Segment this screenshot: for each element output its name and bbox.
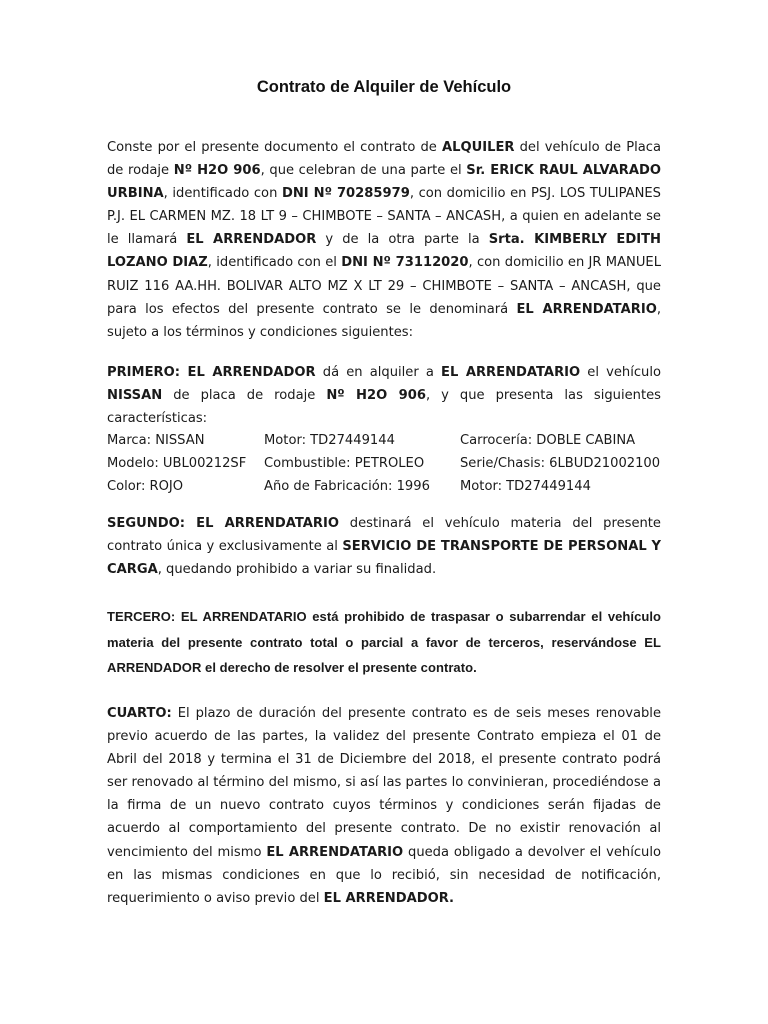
bold-text-run: Srta. KIMBERLY EDITH LOZANO DIAZ [107, 232, 661, 271]
text-run: , y que presenta las siguientes características: [107, 388, 661, 427]
bold-text-run: EL ARRENDATARIO [516, 301, 657, 317]
text-run: , quedando prohibido a variar su finalidad. [157, 562, 437, 578]
bold-text-run: Nº H2O 906 [173, 163, 261, 179]
bold-text-run: PRIMERO: EL ARRENDADOR [107, 365, 316, 380]
bold-text-run: EL ARRENDADOR. [323, 890, 455, 906]
text-run: destinará el vehículo materia del presente contrato única y exclusivamente al [107, 516, 661, 555]
bold-text-run: EL ARRENDADOR [186, 232, 317, 248]
bold-text-run: TERCERO: EL ARRENDATARIO está prohibido de traspasar o subarrendar el vehículo materia del presente contrato total o parcial a favor de terceros, reservándose EL ARRENDADOR el derecho de resolver el presente contrato. [107, 609, 661, 675]
spec-cell-body: Carrocería: DOBLE CABINA [460, 433, 636, 448]
vehicle-specs-table [107, 429, 667, 498]
text-run: el vehículo [580, 365, 662, 380]
bold-text-run: Nº H2O 906 [326, 388, 426, 404]
spec-row [107, 452, 667, 475]
bold-text-run: SERVICIO DE TRANSPORTE DE PERSONAL Y CARGA [107, 539, 661, 578]
clause-segundo [107, 512, 661, 581]
text-run: El plazo de duración del presente contrato es de seis meses renovable previo acuerdo de las partes, la validez del presente Contrato empieza el 01 de Abril del 2018 y termina el 31 de Diciembre del 2018, el presente contrato podrá ser renovado al término del mismo, si así las partes lo convinieran, procediéndose a la firma de un nuevo contrato cuyos términos y condiciones serán fijadas de acuerdo al comportamiento del presente contrato. De no existir renovación al vencimiento del mismo [107, 706, 661, 860]
spec-row [107, 475, 667, 498]
document-title: Contrato de Alquiler de Vehículo [256, 78, 512, 96]
text-run: , con domicilio en JR MANUEL RUIZ 116 AA.HH. BOLIVAR ALTO MZ X LT 29 – CHIMBOTE – SANTA – ANCASH, que para los efectos del presente contrato se le denominará [107, 255, 662, 317]
clause-cuarto [107, 702, 661, 910]
spec-cell-motor: Motor: TD27449144 [264, 433, 395, 448]
text-run: dá en alquiler a [315, 365, 442, 380]
bold-text-run: Sr. ERICK RAUL ALVARADO URBINA [107, 163, 662, 202]
text-run: , que celebran de una parte el [260, 163, 467, 179]
text-run: del vehículo de Placa de rodaje [107, 140, 661, 179]
bold-text-run: EL ARRENDATARIO [266, 844, 404, 860]
spec-cell-model: Modelo: UBL00212SF [107, 456, 247, 471]
text-run: queda obligado a devolver el vehículo en las mismas condiciones en que lo recibió, sin necesidad de notificación, requerimiento o aviso previo del [107, 844, 661, 906]
bold-text-run: DNI Nº 73112020 [341, 255, 469, 271]
spec-cell-color: Color: ROJO [107, 479, 184, 494]
text-run: , identificado con el [207, 255, 342, 271]
spec-row [107, 429, 667, 452]
spec-cell-fuel: Combustible: PETROLEO [264, 456, 425, 471]
intro-paragraph [107, 136, 661, 344]
bold-text-run: EL ARRENDATARIO [441, 365, 581, 380]
clause-tercero [107, 604, 661, 681]
bold-text-run: CUARTO: [107, 706, 172, 721]
bold-text-run: ALQUILER [441, 140, 515, 155]
text-run: Conste por el presente documento el contrato de [107, 140, 442, 155]
text-run: , identificado con [163, 186, 282, 202]
text-run: de placa de rodaje [162, 388, 327, 404]
text-run: y de la otra parte la [316, 232, 489, 248]
clause-primero [107, 361, 661, 430]
text-run: , con domicilio en PSJ. LOS TULIPANES P.J. EL CARMEN MZ. 18 LT 9 – CHIMBOTE – SANTA – ANCASH, a quien en adelante se le llamará [107, 186, 661, 248]
bold-text-run: SEGUNDO: EL ARRENDATARIO [107, 516, 339, 531]
spec-cell-year: Año de Fabricación: 1996 [264, 479, 430, 494]
spec-cell-motor-2: Motor: TD27449144 [460, 479, 591, 494]
text-run: , sujeto a los términos y condiciones siguientes: [107, 301, 661, 340]
spec-cell-chassis: Serie/Chasis: 6LBUD21002100 [460, 456, 661, 471]
spec-cell-brand: Marca: NISSAN [107, 433, 205, 448]
bold-text-run: DNI Nº 70285979 [281, 186, 410, 202]
bold-text-run: NISSAN [107, 388, 163, 404]
